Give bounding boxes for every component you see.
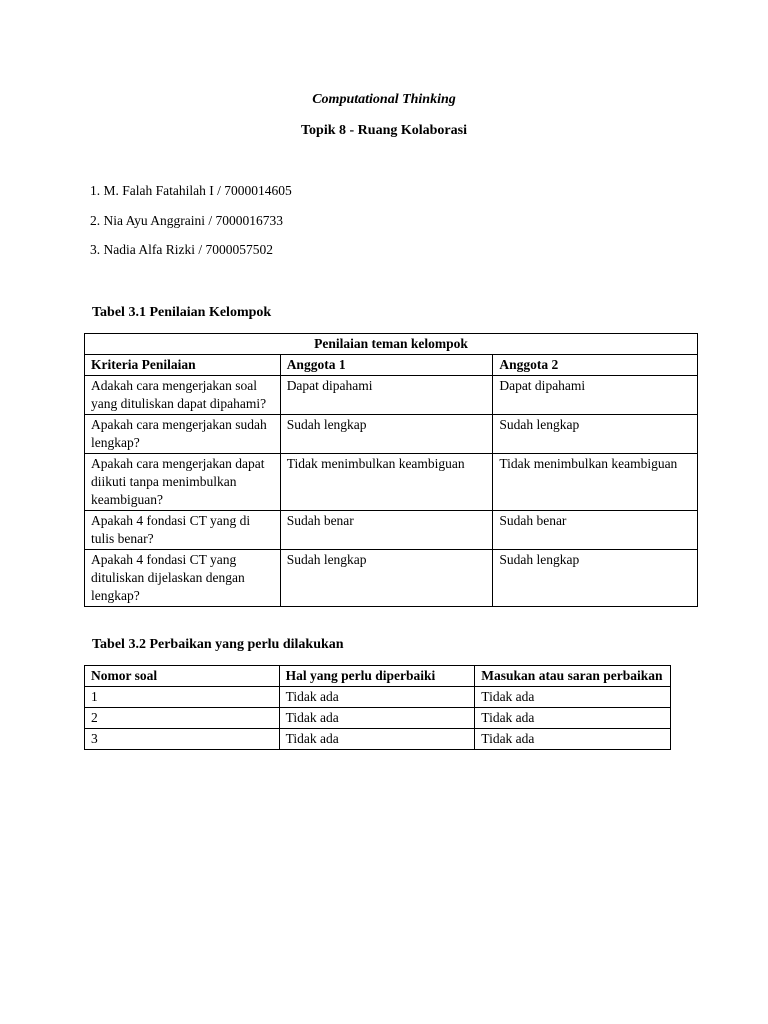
document-subtitle: Topik 8 - Ruang Kolaborasi: [301, 123, 467, 138]
table-cell: Apakah 4 fondasi CT yang dituliskan dijelaskan dengan lengkap?: [85, 550, 281, 607]
table-cell: Tidak ada: [475, 708, 671, 729]
table2-header-cell: Masukan atau saran perbaikan: [475, 666, 671, 687]
table-cell: Apakah cara mengerjakan sudah lengkap?: [85, 415, 281, 454]
member-item: 2. Nia Ayu Anggraini / 7000016733: [90, 212, 284, 228]
table-row: [85, 687, 671, 708]
table-cell: 1: [85, 687, 280, 708]
table-cell: Tidak menimbulkan keambiguan: [493, 454, 698, 511]
table-cell: Dapat dipahami: [493, 376, 698, 415]
table-cell: Sudah benar: [493, 511, 698, 550]
table2-header-cell: Nomor soal: [85, 666, 280, 687]
table-cell: Tidak ada: [475, 687, 671, 708]
table-cell: 2: [85, 708, 280, 729]
assessment-table: [84, 333, 698, 607]
table-cell: Tidak menimbulkan keambiguan: [280, 454, 493, 511]
table1-header-cell: Anggota 2: [493, 355, 698, 376]
table-row: [85, 415, 698, 454]
table-cell: Sudah lengkap: [280, 415, 493, 454]
table-cell: Adakah cara mengerjakan soal yang dituliskan dapat dipahami?: [85, 376, 281, 415]
table-cell: Sudah lengkap: [280, 550, 493, 607]
table-cell: Tidak ada: [279, 729, 475, 750]
table-cell: Tidak ada: [475, 729, 671, 750]
document-title: Computational Thinking: [312, 92, 456, 107]
improvement-table: [84, 665, 671, 750]
member-list: [90, 182, 292, 271]
table-row: [85, 550, 698, 607]
table1-span-header: Penilaian teman kelompok: [85, 334, 698, 355]
table-row: [85, 511, 698, 550]
table-row: [85, 376, 698, 415]
table2-header-cell: Hal yang perlu diperbaiki: [279, 666, 475, 687]
table-row: [85, 708, 671, 729]
table-cell: Apakah 4 fondasi CT yang di tulis benar?: [85, 511, 281, 550]
table-cell: Tidak ada: [279, 687, 475, 708]
table-row: [85, 454, 698, 511]
table1-caption: Tabel 3.1 Penilaian Kelompok: [92, 305, 272, 320]
table-cell: Tidak ada: [279, 708, 475, 729]
table-cell: 3: [85, 729, 280, 750]
table-cell: Sudah benar: [280, 511, 493, 550]
table1-header-cell: Anggota 1: [280, 355, 493, 376]
member-item: 3. Nadia Alfa Rizki / 7000057502: [90, 242, 273, 257]
table-row: [85, 729, 671, 750]
table2-caption: Tabel 3.2 Perbaikan yang perlu dilakukan: [92, 637, 344, 652]
table1-header-cell: Kriteria Penilaian: [85, 355, 281, 376]
table-cell: Apakah cara mengerjakan dapat diikuti tanpa menimbulkan keambiguan?: [85, 454, 281, 511]
table-cell: Dapat dipahami: [280, 376, 493, 415]
table-cell: Sudah lengkap: [493, 415, 698, 454]
member-item: 1. M. Falah Fatahilah I / 7000014605: [90, 183, 292, 198]
table-cell: Sudah lengkap: [493, 550, 698, 607]
